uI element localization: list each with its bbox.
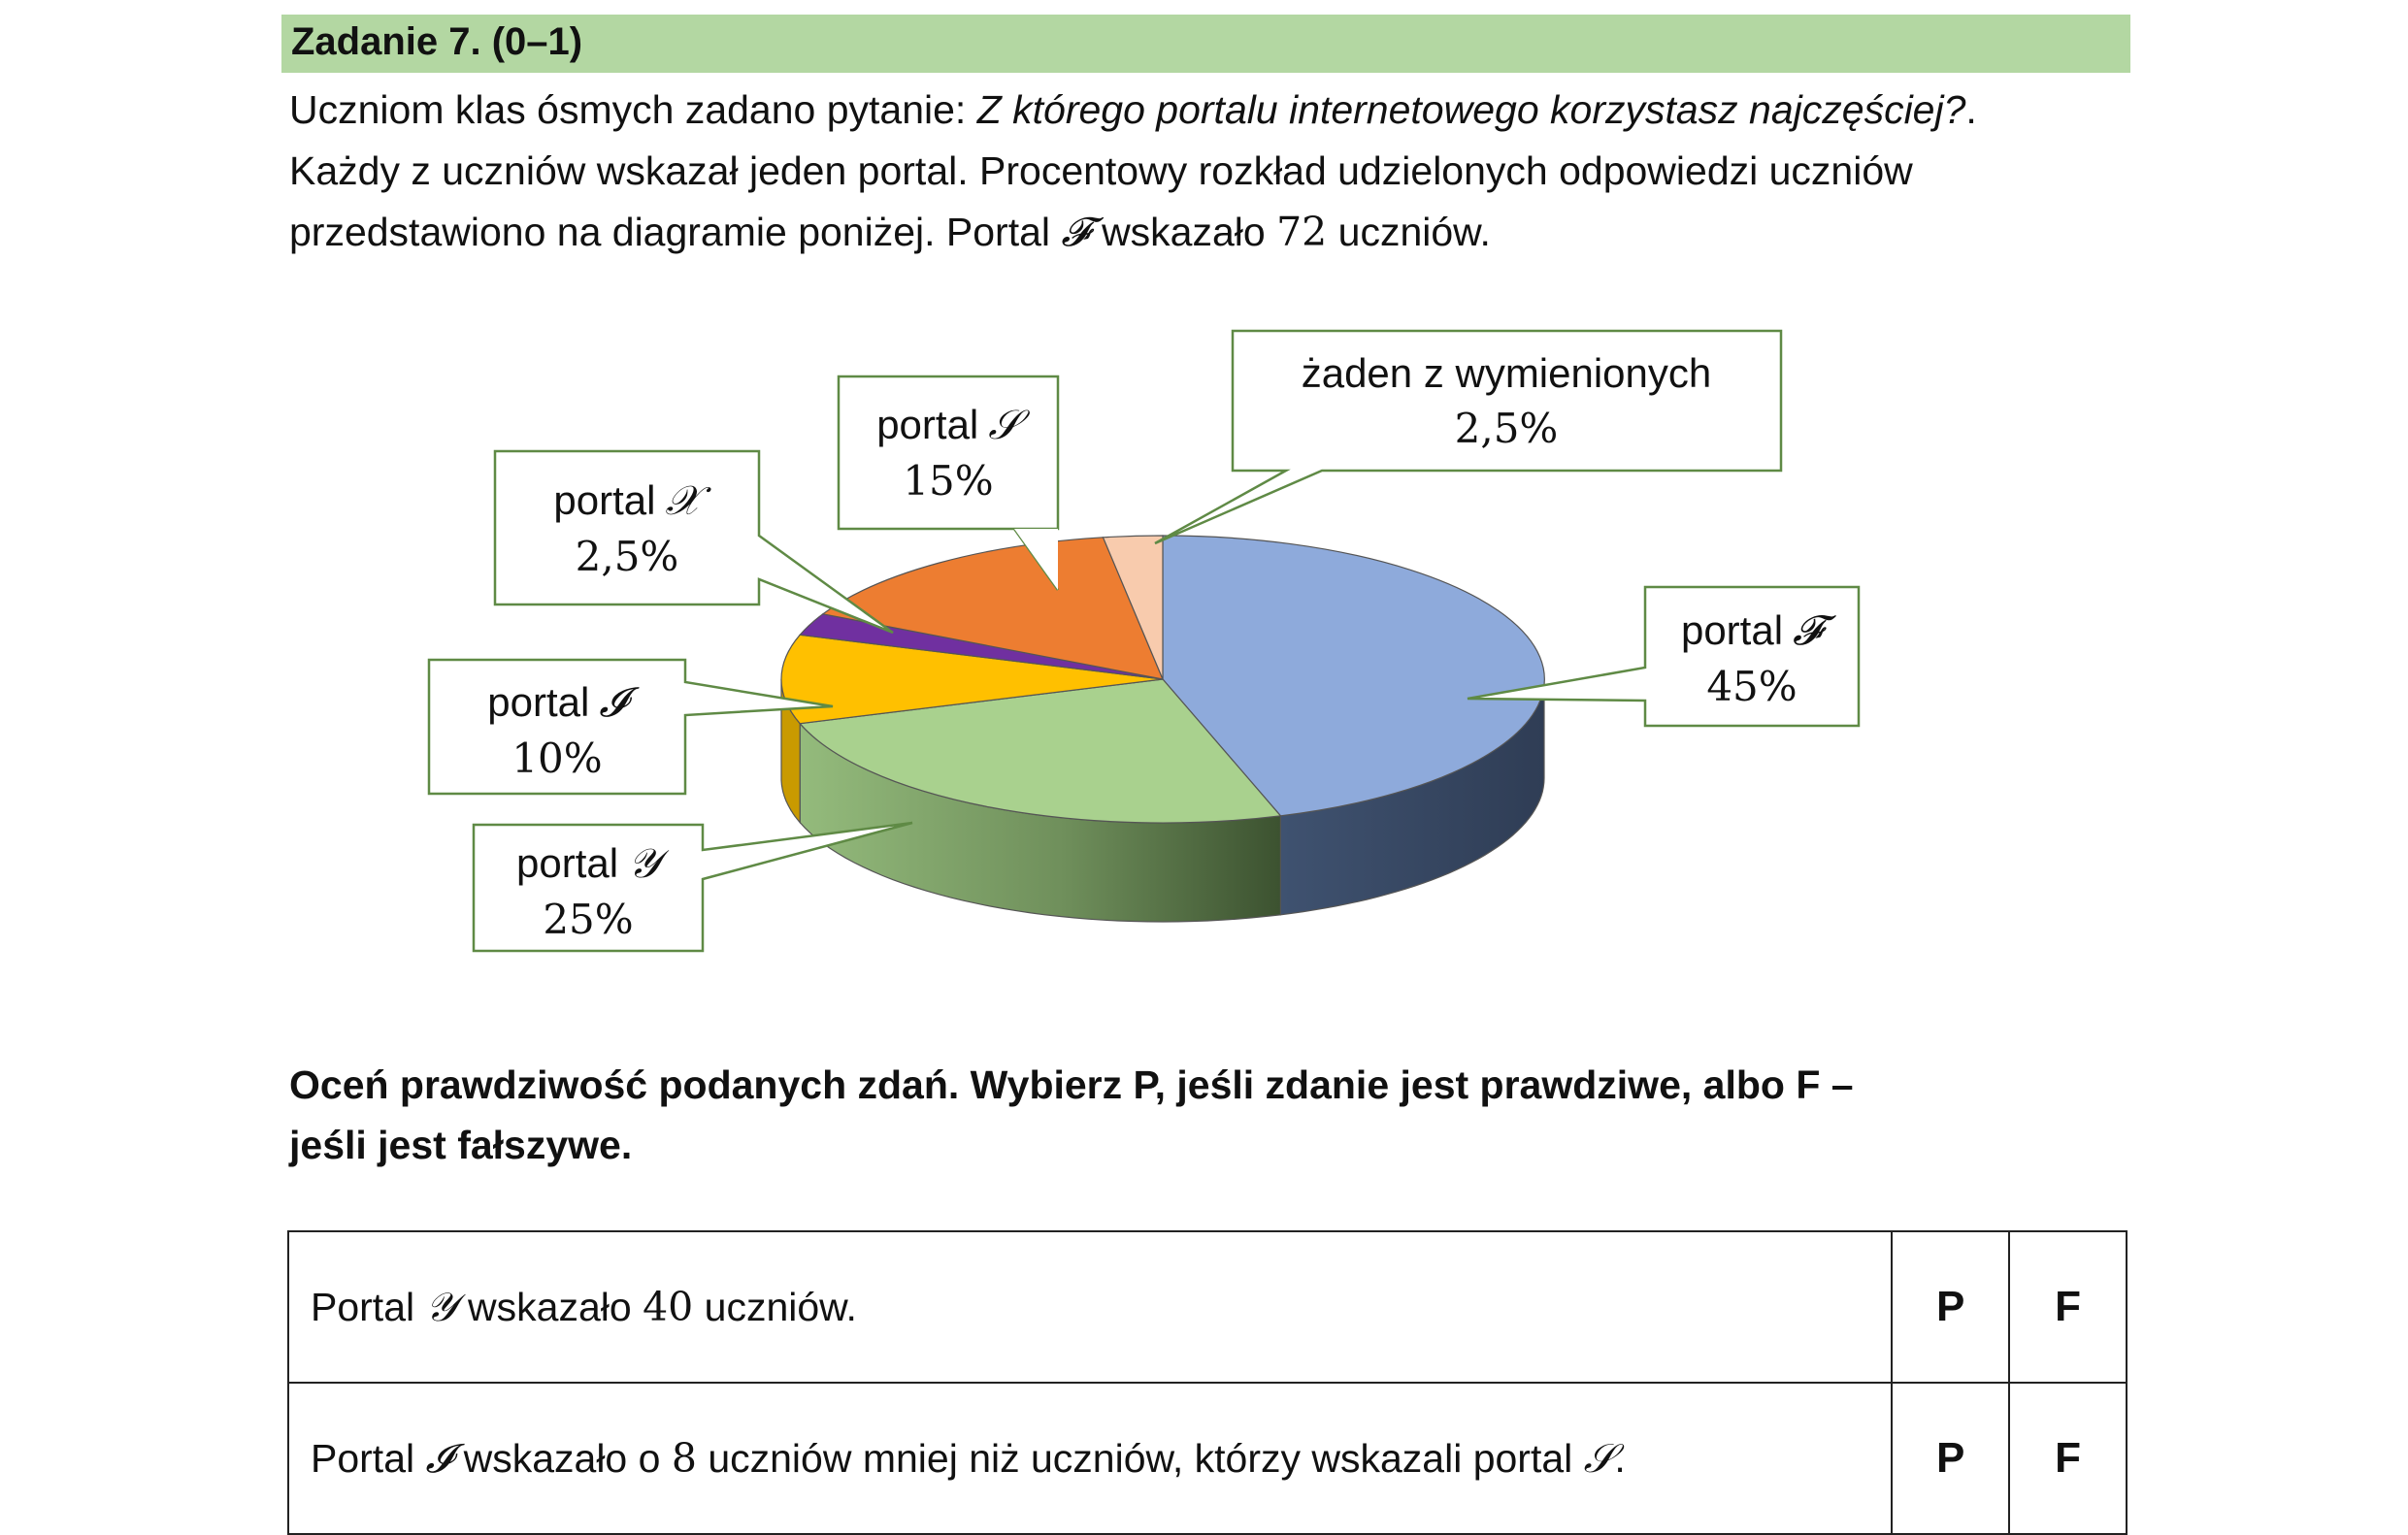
statement-text: uczniów. — [693, 1284, 857, 1329]
answer-true-option[interactable]: P — [1892, 1231, 2009, 1383]
callout-label: portal — [1680, 607, 1784, 653]
intro-text-part: . — [1965, 87, 1977, 132]
student-count: 72 — [1276, 209, 1328, 255]
callout-symbol: 𝒴 — [628, 839, 660, 887]
intro-text-part: uczniów. — [1327, 210, 1491, 254]
table-row — [288, 1231, 2127, 1383]
statement-1 — [288, 1231, 1892, 1383]
slice-label-portal-i: 10% — [511, 735, 603, 782]
callout-portal-x — [495, 451, 893, 633]
statement-text: Portal — [311, 1435, 426, 1481]
slice-label-portal-s: 15% — [903, 457, 994, 505]
callout-label: żaden z wymienionych — [1301, 350, 1712, 396]
svg-text:portal𝓘 — [487, 678, 640, 726]
task-title: Zadanie 7. (0–1) — [291, 20, 583, 63]
svg-text:portal𝒳 — [553, 476, 711, 524]
callout-label: portal — [516, 840, 619, 886]
portal-symbol: 𝒮 — [1583, 1434, 1615, 1482]
intro-line-2: Każdy z uczniów wskazał jeden portal. Procentowy rozkład udzielonych odpowiedzi uczniów — [289, 148, 1913, 193]
statement-text: uczniów mniej niż uczniów, którzy wskazali portal — [696, 1435, 1584, 1481]
callout-symbol: 𝓕 — [1793, 606, 1824, 654]
true-false-table — [287, 1230, 2128, 1535]
intro-text-part: wskazało — [1090, 210, 1277, 254]
portal-symbol: 𝓕 — [1061, 209, 1091, 255]
instruction-line-2: jeśli jest fałszywe. — [289, 1123, 633, 1167]
statement-text: Portal — [311, 1284, 426, 1329]
portal-symbol: 𝓘 — [425, 1434, 453, 1482]
answer-false-option[interactable]: F — [2009, 1231, 2127, 1383]
callout-symbol: 𝓘 — [599, 678, 627, 726]
callout-symbol: 𝒮 — [988, 401, 1020, 448]
table-row — [288, 1383, 2127, 1534]
intro-text-part: przedstawiono na diagramie poniżej. Portal — [289, 210, 1062, 254]
portal-symbol: 𝒴 — [425, 1283, 457, 1330]
slice-label-none: 2,5% — [1454, 405, 1559, 452]
statement-number: 8 — [671, 1434, 697, 1482]
statement-text: . — [1614, 1435, 1626, 1481]
statement-text: wskazało o — [452, 1435, 672, 1481]
callout-label: portal — [553, 477, 656, 523]
instruction-line-1: Oceń prawdziwość podanych zdań. Wybierz P, jeśli zdanie jest prawdziwe, albo F – — [289, 1062, 1854, 1107]
answer-false-option[interactable]: F — [2009, 1383, 2127, 1534]
statement-number: 40 — [643, 1283, 694, 1330]
svg-text:portal𝒴 — [516, 839, 670, 887]
callout-label: portal — [876, 402, 979, 447]
svg-text:portal𝓕 — [1681, 606, 1836, 654]
statement-text: wskazało — [456, 1284, 643, 1329]
callout-label: portal — [487, 679, 590, 725]
intro-text-part: Uczniom klas ósmych zadano pytanie: — [289, 87, 977, 132]
pie-top — [781, 536, 1544, 823]
survey-question: Z którego portalu internetowego korzystasz najczęściej? — [976, 87, 1966, 132]
callout-symbol: 𝒳 — [665, 476, 701, 524]
slice-label-portal-x: 2,5% — [575, 533, 679, 580]
slice-label-portal-f: 45% — [1706, 663, 1798, 710]
callout-none — [1155, 331, 1781, 543]
statement-2 — [288, 1383, 1892, 1534]
callout-portal-i — [429, 660, 833, 794]
slice-label-portal-y: 25% — [543, 896, 634, 943]
answer-true-option[interactable]: P — [1892, 1383, 2009, 1534]
svg-text:portal𝒮 — [876, 401, 1030, 448]
instruction-text — [289, 1055, 2133, 1175]
